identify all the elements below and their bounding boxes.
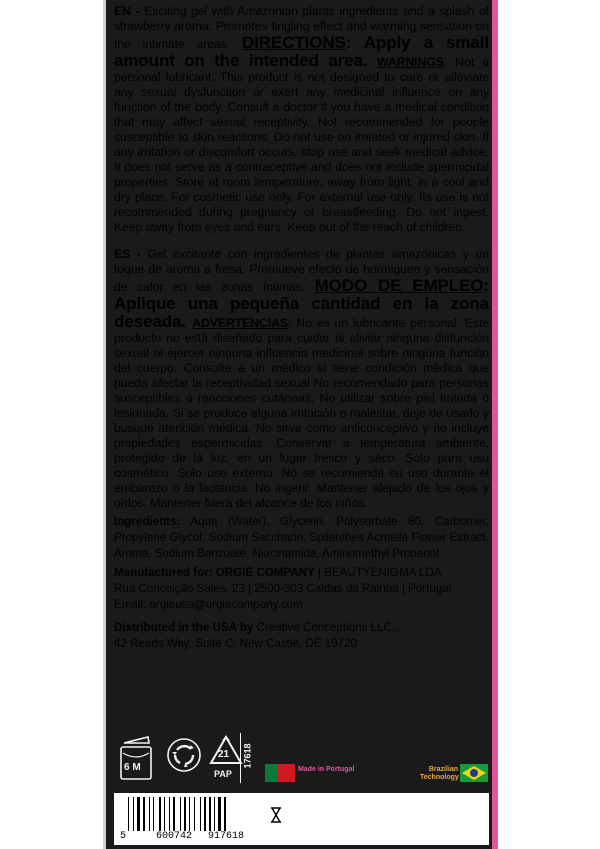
barcode-left-digits: 600742: [156, 831, 193, 842]
barcode-bar: [153, 797, 154, 831]
recycle-icon: [166, 737, 202, 778]
barcode: [114, 793, 489, 845]
ingredients-section: [114, 514, 489, 562]
barcode-bar: [189, 797, 190, 831]
brazil-flag-icon: [460, 764, 488, 782]
barcode-bar: [180, 797, 181, 831]
barcode-right-digits: 917618: [208, 831, 245, 842]
barcode-bar: [169, 797, 170, 831]
manufacturer-section: [114, 565, 489, 613]
ingredients-label: Ingredients:: [114, 515, 181, 528]
en-directions-heading: DIRECTIONS: [241, 33, 346, 52]
es-lead: ES -: [114, 247, 141, 261]
en-lead: EN -: [114, 4, 140, 18]
spanish-section: [114, 247, 489, 511]
barcode-bar: [128, 797, 129, 831]
distributor-address: 42 Reads Way, Suite C, New Castle, DE 19720: [114, 637, 357, 650]
brazilian-technology-text: Brazilian Technology: [420, 766, 459, 781]
manufacturer-address: Rua Conceição Sales, 23 | 2500-303 Caldas da Rainha | Portugal: [114, 582, 452, 595]
barcode-bar: [218, 797, 221, 831]
english-section: [114, 4, 489, 235]
distributor-name: Creative Conceptions LLC.,: [253, 621, 399, 634]
es-directions-heading: MODO DE EMPLEO: [314, 276, 484, 295]
made-in-text: Made in Portugal: [298, 766, 355, 773]
recycle-code: 21: [218, 749, 230, 760]
barcode-bar: [164, 797, 165, 831]
en-warnings-heading: WARNINGS: [377, 55, 444, 69]
barcode-bar: [173, 797, 175, 831]
barcode-bar: [149, 797, 150, 831]
manufacturer-email: Email: orgieusa@orgiecompany.com: [114, 598, 303, 611]
es-directions-text: : Aplique una pequeña cantidad en la zona deseada.: [114, 276, 489, 331]
barcode-bar: [137, 797, 140, 831]
es-warnings-text: : No es un lubricante personal. Este producto no está diseñado para cuidar ni aliviar ninguna disfunción sexual ni ejercer ninguna influencia medicinal sobre ningúna función del cuerpo. Consulte a un médico si tiene condición médica que pueda afectar la receptividad sexual No recomendado para personas susceptibles a reacciones cutáneas. No utilizar sobre piel irritada o lesionada. Si se produce alguna imtación o malestar, deje de usarlo y busque atención médica. No sirve como anticonceptivo y no incluye propiedades espermicidas. Conservar a temperatura ambiente, protegido de la luz, en un lugar fresco y seco. Solo para uso cosmético. Solo uso externo. No se recomienda su uso durante el embarazo o la lactancia. No ingerir. Mantener alejado de los ojos y oídos. Mantener fuera del alcance de los niños.: [114, 316, 489, 510]
barcode-bar: [214, 797, 215, 831]
pink-accent-stripe: [492, 0, 498, 849]
barcode-bar: [133, 797, 134, 831]
hourglass-icon: [270, 807, 282, 828]
barcode-bar: [143, 797, 145, 831]
recycle-material: PAP: [214, 769, 232, 779]
pao-text: 6 M: [124, 762, 141, 773]
distributor-label: Distributed in the USA by: [114, 621, 254, 634]
en-directions-text: : Apply a small amount on the intended area.: [114, 33, 489, 70]
barcode-bar: [209, 797, 211, 831]
barcode-bar: [194, 797, 195, 831]
barcode-first-digit: 5: [120, 831, 127, 842]
en-intro: Exciting gel with Amazonian plants ingredients and a splash of strawberry aroma. Promotes tingling effect and warming sensation on the intimate areas.: [114, 4, 489, 51]
distributor-section: [114, 620, 489, 652]
barcode-bar: [184, 797, 186, 831]
es-warnings-heading: ADVERTENCIAS: [192, 316, 289, 330]
pao-jar-icon: [118, 733, 154, 788]
ingredients-text: Aqua (Water), Glycerin, Polysorbate 80, Carbomer, Propylene Glycol, Sodium Saccharin, Spilanthes Acmella Flower Extract, Aroma, Sodium Benzoate, Niacinamide, Aminomethyl Propanol: [114, 515, 489, 560]
manufacturer-company: | BEAUTYENIGMA LDA: [314, 566, 442, 579]
barcode-bar: [159, 797, 161, 831]
portugal-flag-icon: [265, 764, 295, 782]
en-warnings-text: : Not a personal lubricant. This product is not designed to care or alleviate any sexual dysfunction or exert any medicinal influence on any function of the body. Consult a doctor if you have a medical condition that may affect sexual receptivity. Not recommended for people susceptible to skin reactions. Do not use on irritated or injured skin. If any irritation or discomfort occurs, stop use and seek medical advice. It does not serve as a contraceptive and does not include spermicidal properties. Store at room temperature, away from light, in a cool and dry place. For cosmetic use only. For external use only. Its use is not recommended during pregnancy or breastfeeding. Do not ingest. Keep away from eyes and ears. Keep out of the reach of children.: [114, 55, 490, 234]
es-intro: Gel excitante con ingredientes de plantas amazónicas y un toque de aroma a fresa. Promueve efecto de hormigueo y sensación de calor en las zonas íntimas.: [114, 247, 489, 294]
barcode-bar: [200, 797, 201, 831]
lot-number: 17618: [242, 743, 253, 769]
barcode-bar: [204, 797, 206, 831]
barcode-bar: [224, 797, 226, 831]
manufacturer-label: Manufactured for: ORGIE COMPANY: [114, 566, 315, 579]
